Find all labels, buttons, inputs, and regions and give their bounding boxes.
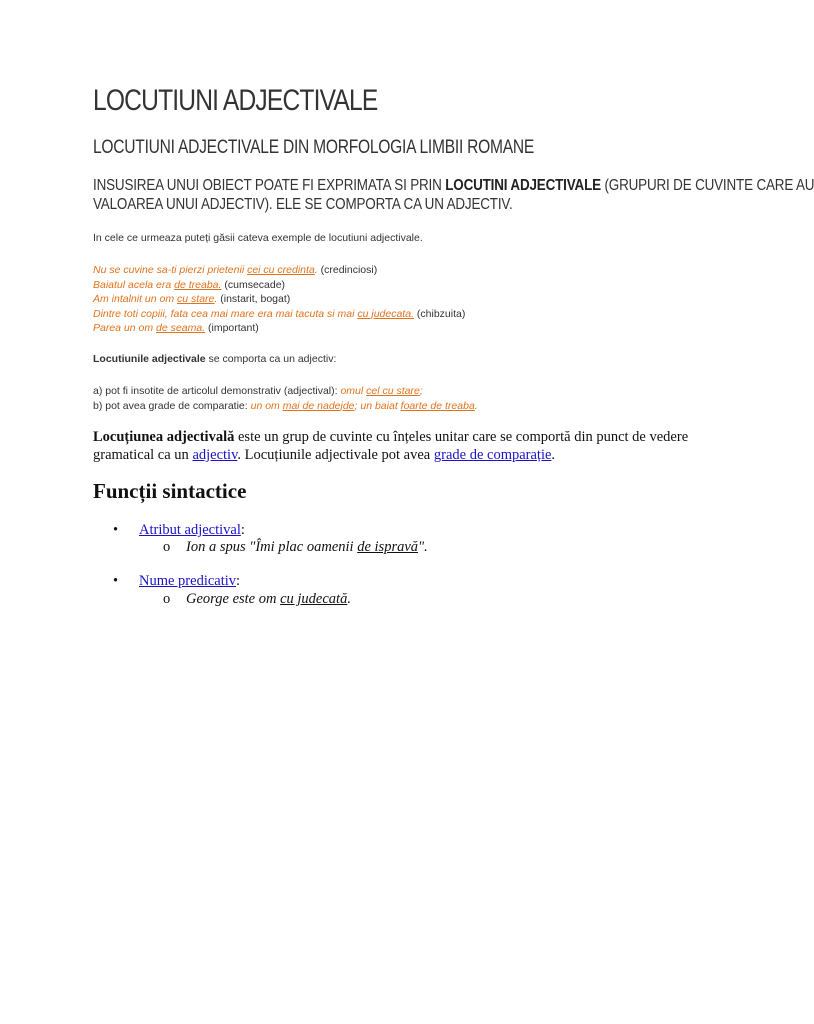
examples-list — [93, 263, 465, 336]
example-line — [93, 321, 465, 336]
example-text: Dintre toti copiii, fata cea mai mare era mai tacuta si mai — [93, 307, 358, 320]
definition-paragraph — [93, 428, 713, 464]
adjectiv-link[interactable]: adjectiv — [192, 447, 238, 463]
sub-item-atribut-example — [163, 538, 428, 556]
example-phrase: cei cu credinta — [247, 264, 315, 276]
example-text: Baiatul acela era — [93, 278, 175, 291]
page-subtitle: LOCUTIUNI ADJECTIVALE DIN MORFOLOGIA LIMBII ROMANE — [93, 137, 535, 158]
bullet-marker: • — [113, 573, 119, 589]
example-locution: cu judecată — [280, 591, 348, 607]
page-title: LOCUTIUNI ADJECTIVALE — [93, 84, 378, 117]
property-b-text: b) pot avea grade de comparatie: — [93, 399, 251, 412]
property-b-phrase-2: foarte de treaba — [400, 399, 475, 412]
example-sentence: George este om — [186, 591, 281, 607]
lead-sentence: In cele ce urmeaza puteți găsii cateva exemple de locutiuni adjectivale. — [93, 232, 423, 244]
atribut-adjectival-link[interactable]: Atribut adjectival — [139, 522, 241, 538]
properties-list — [93, 384, 478, 413]
example-meaning: (important) — [205, 322, 259, 334]
example-phrase: cu stare — [177, 293, 215, 305]
intro-text-end: (GRUPURI DE CUVINTE CARE AU — [600, 177, 814, 194]
property-a-phrase: cel cu stare — [366, 385, 420, 397]
example-text: Am intalnit un om — [93, 293, 178, 305]
example-sentence: Ion a spus "Îmi plac oamenii — [186, 539, 358, 555]
property-b-phrase-1: mai de nadejde — [282, 399, 355, 412]
sub-item-nume-predicativ-example — [163, 590, 351, 608]
rule-bold-term: Locutiunile adjectivale — [93, 353, 206, 365]
example-punct: . — [214, 293, 218, 305]
property-a-end: ; — [419, 385, 423, 397]
example-sentence-end: . — [347, 591, 351, 607]
example-phrase: de treaba. — [174, 278, 222, 291]
example-meaning: (credinciosi) — [317, 264, 378, 276]
property-a — [93, 384, 478, 399]
rule-text: se comporta ca un adjectiv: — [205, 353, 337, 365]
intro-text: INSUSIREA UNUI OBIECT POATE FI EXPRIMATA SI PRIN — [93, 177, 446, 194]
bullet-marker: • — [113, 522, 119, 538]
rule-sentence — [93, 352, 336, 367]
example-meaning: (instarit, bogat) — [217, 293, 291, 305]
sub-bullet-marker: o — [163, 591, 171, 607]
example-sentence-end: ". — [418, 539, 428, 555]
nume-predicativ-link[interactable]: Nume predicativ — [139, 573, 237, 589]
example-phrase: de seama. — [156, 322, 206, 334]
list-colon: : — [236, 573, 241, 589]
example-line — [93, 292, 465, 307]
definition-bold-term: Locuțiunea adjectivală — [93, 429, 235, 445]
example-text: Parea un om — [93, 322, 157, 334]
property-b-end: . — [474, 399, 478, 412]
example-meaning: (chibzuita) — [413, 307, 466, 320]
list-colon: : — [240, 522, 245, 538]
sub-bullet-marker: o — [163, 539, 171, 555]
property-a-text: a) pot fi insotite de articolul demonstrativ (adjectival): — [93, 385, 341, 397]
example-line — [93, 278, 465, 293]
property-b-example-2: ; un baiat — [354, 399, 401, 412]
example-locution: de ispravă — [357, 539, 419, 555]
example-text: Nu se cuvine sa-ti pierzi prietenii — [93, 264, 248, 276]
section-heading: Funcții sintactice — [93, 479, 247, 503]
list-item-nume-predicativ — [113, 572, 240, 590]
definition-end: . — [551, 447, 556, 463]
example-meaning: (cumsecade) — [221, 278, 286, 291]
list-item-atribut — [113, 521, 245, 539]
property-b — [93, 399, 478, 414]
grade-de-comparatie-link[interactable]: grade de comparație — [433, 447, 552, 463]
example-punct: . — [314, 264, 318, 276]
example-line — [93, 307, 465, 322]
intro-bold-term: LOCUTINI ADJECTIVALE — [445, 177, 601, 194]
example-line — [93, 263, 465, 278]
intro-line-2: VALOAREA UNUI ADJECTIV). ELE SE COMPORTA CA UN ADJECTIV. — [93, 196, 513, 213]
definition-text-2: . Locuțiunile adjectivale pot avea — [237, 447, 434, 463]
intro-paragraph — [93, 176, 814, 214]
property-b-example-1: un om — [250, 399, 283, 412]
property-a-example: omul — [340, 385, 367, 397]
example-phrase: cu judecata. — [357, 307, 414, 320]
definition-text: este un grup de cuvinte cu înțeles unitar care se comportă din punct de vedere gramatical ca un — [93, 429, 689, 463]
